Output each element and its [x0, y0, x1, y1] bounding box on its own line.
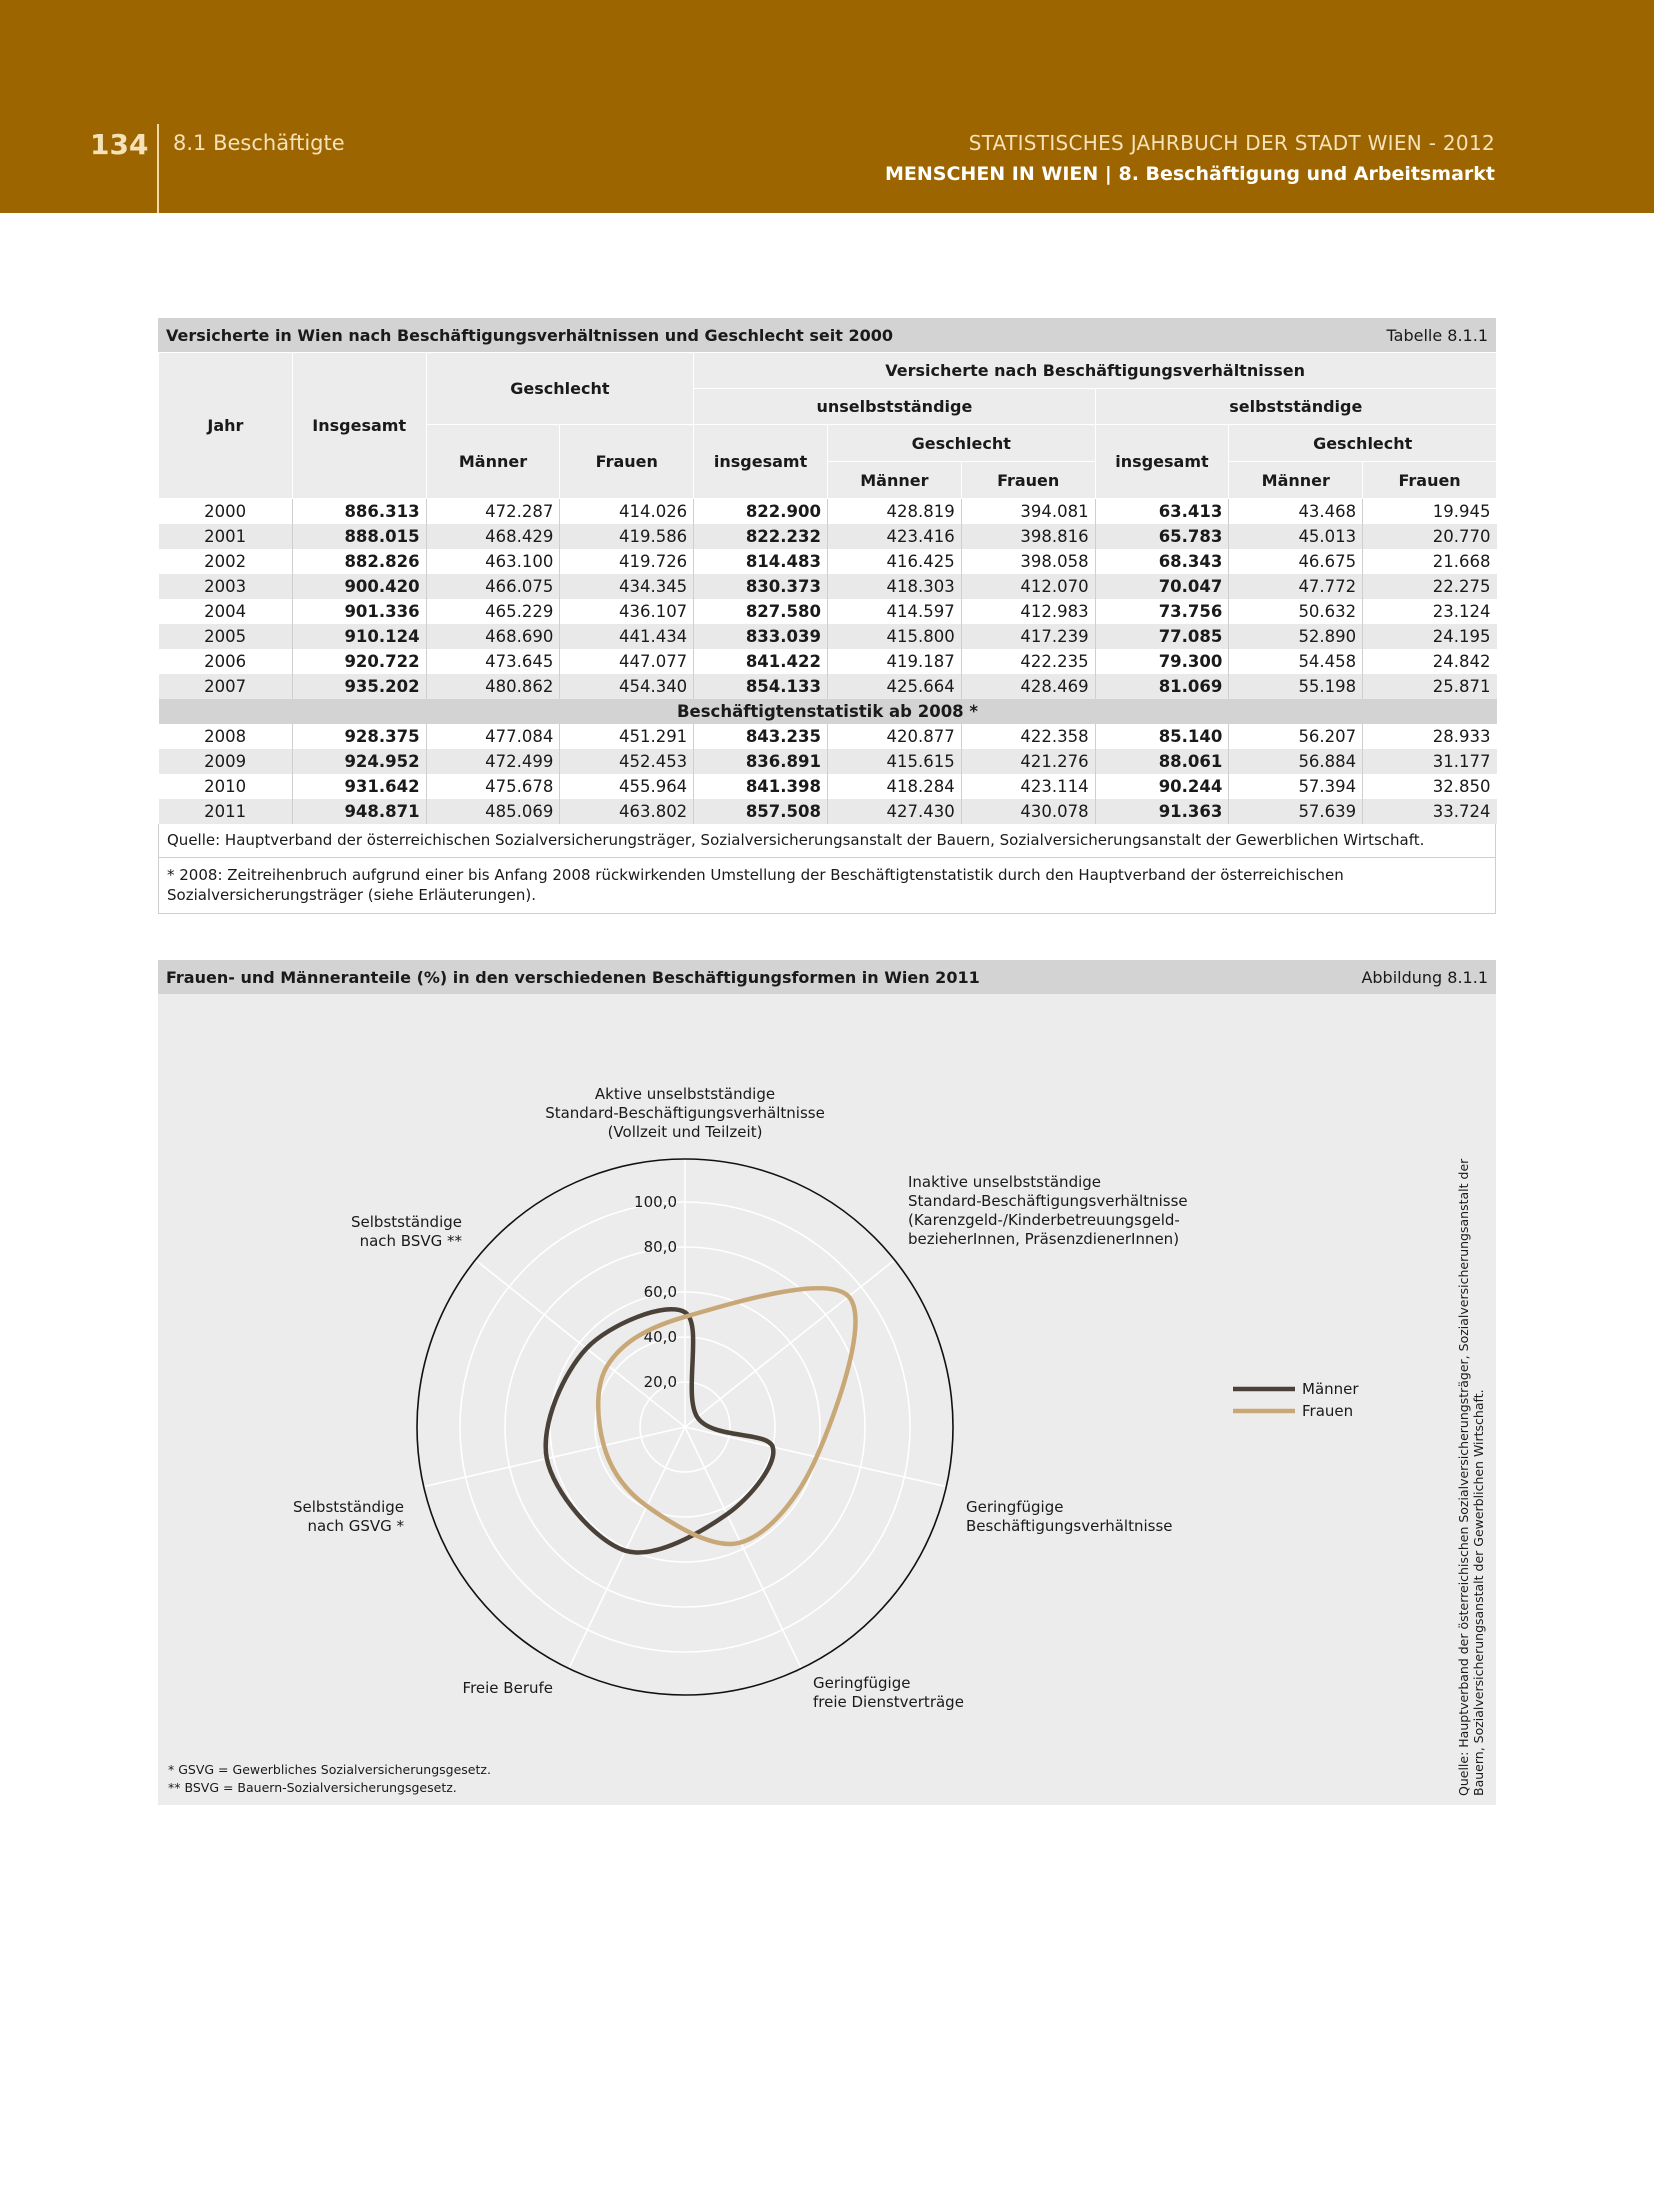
- table-cell: 463.100: [426, 549, 560, 574]
- table-cell: 416.425: [827, 549, 961, 574]
- table-row: [159, 724, 1497, 749]
- figure-8-1-1: [158, 960, 1496, 1805]
- table-cell: 90.244: [1095, 774, 1229, 799]
- table-cell: 25.871: [1363, 674, 1497, 699]
- figure-footnote-gsvg: * GSVG = Gewerbliches Sozialversicherungsgesetz.: [168, 1762, 491, 1777]
- table-cell: 931.642: [292, 774, 426, 799]
- radar-axis-label-line: (Vollzeit und Teilzeit): [607, 1123, 763, 1141]
- table-cell: 63.413: [1095, 499, 1229, 525]
- table-cell: 65.783: [1095, 524, 1229, 549]
- table-cell: 475.678: [426, 774, 560, 799]
- table-cell: 888.015: [292, 524, 426, 549]
- table-cell: 85.140: [1095, 724, 1229, 749]
- table-cell: 2010: [159, 774, 293, 799]
- table-cell: 447.077: [560, 649, 694, 674]
- col-header-geschlecht: Geschlecht: [426, 353, 694, 425]
- table-cell: 423.114: [961, 774, 1095, 799]
- table-cell: 56.207: [1229, 724, 1363, 749]
- table-cell: 814.483: [694, 549, 828, 574]
- table-cell: 455.964: [560, 774, 694, 799]
- table-cell: 900.420: [292, 574, 426, 599]
- radar-axis-label: [463, 1679, 553, 1697]
- table-cell: 843.235: [694, 724, 828, 749]
- table-cell: 480.862: [426, 674, 560, 699]
- table-cell: 28.933: [1432, 727, 1491, 746]
- table-row: [159, 574, 1497, 599]
- table-cell: 485.069: [426, 799, 560, 824]
- radar-tick-label: 20,0: [643, 1373, 677, 1391]
- radar-axis-label-line: Geringfügige: [813, 1674, 911, 1692]
- figure-label: Abbildung 8.1.1: [1361, 967, 1488, 987]
- page-header: [0, 0, 1654, 213]
- radar-tick-label: 100,0: [634, 1193, 677, 1211]
- table-cell: 427.430: [827, 799, 961, 824]
- legend-label-maenner: Männer: [1302, 1380, 1359, 1398]
- col-header-jahr: Jahr: [159, 353, 293, 499]
- table-cell: 2004: [159, 599, 293, 624]
- radar-axis-label-line: Standard-Beschäftigungsverhältnisse: [908, 1192, 1188, 1210]
- table-row: [159, 549, 1497, 574]
- table-cell: 434.345: [560, 574, 694, 599]
- col-header-selbst-maenner: Männer: [1229, 462, 1363, 499]
- radar-spoke: [685, 1427, 801, 1668]
- table-cell: 2008: [159, 724, 293, 749]
- table-cell: 55.198: [1229, 674, 1363, 699]
- table-cell: 419.726: [560, 549, 694, 574]
- table-row: [159, 649, 1497, 674]
- table-cell: 910.124: [292, 624, 426, 649]
- series-line-frauen: [598, 1288, 855, 1544]
- table-cell: 833.039: [694, 624, 828, 649]
- col-header-unselbst-insgesamt: insgesamt: [694, 425, 828, 499]
- table-cell: 468.690: [426, 624, 560, 649]
- table-cell: 45.013: [1229, 524, 1363, 549]
- table-row: [159, 624, 1497, 649]
- table-cell: 477.084: [426, 724, 560, 749]
- table-cell: 2005: [159, 624, 293, 649]
- table-cell: 882.826: [292, 549, 426, 574]
- table-footnote: * 2008: Zeitreihenbruch aufgrund einer bis Anfang 2008 rückwirkenden Umstellung der Beschäftigtenstatistik durch den Hauptverband der österreichischen Sozialversicherungsträger (siehe Erläuterungen).: [167, 866, 1344, 904]
- table-cell: 56.884: [1229, 749, 1363, 774]
- radar-axis-label-line: Selbstständige: [351, 1213, 462, 1231]
- col-header-selbst: selbstständige: [1095, 389, 1496, 425]
- radar-tick-label: 40,0: [643, 1328, 677, 1346]
- col-header-maenner: Männer: [426, 425, 560, 499]
- table-cell: 23.124: [1432, 602, 1491, 621]
- col-header-unselbst-frauen: Frauen: [961, 462, 1095, 499]
- table-cell: 472.499: [426, 749, 560, 774]
- table-label: Tabelle 8.1.1: [1386, 325, 1488, 345]
- table-cell: 91.363: [1095, 799, 1229, 824]
- table-cell: 398.058: [961, 549, 1095, 574]
- table-cell: 19.945: [1432, 502, 1491, 521]
- table-cell: 836.891: [694, 749, 828, 774]
- table-cell: 77.085: [1095, 624, 1229, 649]
- table-cell: 425.664: [827, 674, 961, 699]
- col-header-unselbst-geschlecht: Geschlecht: [827, 425, 1095, 462]
- table-cell: 68.343: [1095, 549, 1229, 574]
- table-cell: 454.340: [560, 674, 694, 699]
- table-cell: 857.508: [694, 799, 828, 824]
- table-row: [159, 799, 1497, 824]
- table-cell: 24.842: [1432, 652, 1491, 671]
- col-header-versicherte: Versicherte nach Beschäftigungsverhältnissen: [694, 353, 1497, 389]
- figure-source: Quelle: Hauptverband der österreichischen Sozialversicherungsträger, Sozialversicherungsanstalt der Bauern, Sozialversicherungsanstalt der Gewerblichen Wirtschaft.: [1456, 1158, 1486, 1796]
- table-cell: 428.819: [827, 499, 961, 525]
- yearbook-title: STATISTISCHES JAHRBUCH DER STADT WIEN - 2012: [968, 131, 1495, 155]
- table-cell: 428.469: [961, 674, 1095, 699]
- radar-tick-label: 60,0: [643, 1283, 677, 1301]
- table-cell: 436.107: [560, 599, 694, 624]
- table-cell: 32.850: [1432, 777, 1491, 796]
- table-row: [159, 499, 1497, 525]
- table-cell: 418.303: [827, 574, 961, 599]
- table-cell: 417.239: [961, 624, 1095, 649]
- radar-axis-label: [966, 1498, 1173, 1535]
- table-cell: 463.802: [560, 799, 694, 824]
- table-cell: 901.336: [292, 599, 426, 624]
- table-cell: 418.284: [827, 774, 961, 799]
- table-cell: 920.722: [292, 649, 426, 674]
- radar-axis-label-line: bezieherInnen, PräsenzdienerInnen): [908, 1230, 1180, 1248]
- table-cell: 20.770: [1363, 524, 1497, 549]
- col-header-insgesamt: Insgesamt: [292, 353, 426, 499]
- table-cell: 928.375: [292, 724, 426, 749]
- radar-axis-label-line: (Karenzgeld-/Kinderbetreuungsgeld-: [908, 1211, 1180, 1229]
- table-cell: 43.468: [1229, 499, 1363, 525]
- table-cell: 423.416: [827, 524, 961, 549]
- table-cell: 420.877: [827, 724, 961, 749]
- table-cell: 422.235: [961, 649, 1095, 674]
- table-cell: 31.177: [1363, 749, 1497, 774]
- table-cell: 54.458: [1229, 649, 1363, 674]
- table-cell: 2009: [159, 749, 293, 774]
- col-header-selbst-geschlecht: Geschlecht: [1229, 425, 1497, 462]
- table-cell: 2011: [159, 799, 293, 824]
- table-cell: 924.952: [292, 749, 426, 774]
- table-source: Quelle: Hauptverband der österreichischen Sozialversicherungsträger, Sozialversicherungsanstalt der Bauern, Sozialversicherungsanstalt der Gewerblichen Wirtschaft.: [159, 824, 1495, 858]
- table-cell: 854.133: [694, 674, 828, 699]
- col-header-selbst-frauen: Frauen: [1363, 462, 1497, 499]
- table-separator-row: [159, 699, 1497, 724]
- radar-axis-label-line: Beschäftigungsverhältnisse: [966, 1517, 1173, 1535]
- table-cell: 70.047: [1095, 574, 1229, 599]
- radar-axis-label-line: nach BSVG **: [359, 1232, 462, 1250]
- radar-axis-label: [545, 1085, 825, 1141]
- header-divider: [157, 124, 159, 213]
- radar-axis-label-line: Geringfügige: [966, 1498, 1064, 1516]
- col-header-selbst-insgesamt: insgesamt: [1095, 425, 1229, 499]
- table-cell: 415.800: [827, 624, 961, 649]
- table-cell: 33.724: [1363, 799, 1497, 824]
- col-header-unselbst-maenner: Männer: [827, 462, 961, 499]
- table-cell: 2006: [159, 649, 293, 674]
- table-8-1-1: [158, 318, 1496, 914]
- legend-label-frauen: Frauen: [1302, 1402, 1354, 1420]
- table-cell: 81.069: [1095, 674, 1229, 699]
- table-cell: 73.756: [1095, 599, 1229, 624]
- table-cell: 948.871: [292, 799, 426, 824]
- radar-axis-label-line: Standard-Beschäftigungsverhältnisse: [545, 1104, 825, 1122]
- table-cell: 2000: [159, 499, 293, 525]
- table-cell: 841.398: [694, 774, 828, 799]
- radar-chart: [158, 960, 1496, 1805]
- table-cell: 822.900: [694, 499, 828, 525]
- table-cell: 79.300: [1095, 649, 1229, 674]
- table-cell: 422.358: [961, 724, 1095, 749]
- table-cell: 827.580: [694, 599, 828, 624]
- table-cell: 2002: [159, 549, 293, 574]
- table-cell: 441.434: [560, 624, 694, 649]
- table-body: [159, 499, 1497, 825]
- table-title-bar: [158, 318, 1496, 352]
- radar-axis-label-line: freie Dienstverträge: [813, 1693, 964, 1711]
- table-cell: 414.026: [560, 499, 694, 525]
- table-cell: 21.668: [1432, 552, 1491, 571]
- table-cell: 22.275: [1363, 574, 1497, 599]
- table-cell: 57.394: [1229, 774, 1363, 799]
- table-cell: 2001: [159, 524, 293, 549]
- table-cell: 822.232: [694, 524, 828, 549]
- table-title: Versicherte in Wien nach Beschäftigungsverhältnissen und Geschlecht seit 2000: [166, 325, 893, 345]
- table-cell: 468.429: [426, 524, 560, 549]
- table-cell: 841.422: [694, 649, 828, 674]
- table-cell: 473.645: [426, 649, 560, 674]
- table-separator-label: Beschäftigtenstatistik ab 2008 *: [159, 699, 1497, 724]
- table-cell: 398.816: [961, 524, 1095, 549]
- table-cell: 414.597: [827, 599, 961, 624]
- table-notes: [158, 824, 1496, 914]
- radar-axis-label: [351, 1213, 462, 1250]
- radar-axis-label-line: Aktive unselbstständige: [594, 1085, 776, 1103]
- section-title: 8.1 Beschäftigte: [173, 131, 345, 155]
- table-row: [159, 749, 1497, 774]
- radar-axis-label-line: Freie Berufe: [462, 1679, 553, 1697]
- table-cell: 421.276: [961, 749, 1095, 774]
- table-cell: 830.373: [694, 574, 828, 599]
- col-header-frauen: Frauen: [560, 425, 694, 499]
- table-cell: 466.075: [426, 574, 560, 599]
- radar-tick-label: 80,0: [643, 1238, 677, 1256]
- table-cell: 472.287: [426, 499, 560, 525]
- table-cell: 935.202: [292, 674, 426, 699]
- table-cell: 57.639: [1229, 799, 1363, 824]
- radar-axis-label-line: Inaktive unselbstständige: [908, 1173, 1102, 1191]
- table-cell: 452.453: [560, 749, 694, 774]
- table-cell: 419.586: [560, 524, 694, 549]
- data-table: [158, 352, 1497, 824]
- table-cell: 52.890: [1229, 624, 1363, 649]
- table-cell: 419.187: [827, 649, 961, 674]
- table-cell: 46.675: [1229, 549, 1363, 574]
- table-cell: 451.291: [560, 724, 694, 749]
- table-cell: 2007: [159, 674, 293, 699]
- table-cell: 2003: [159, 574, 293, 599]
- radar-axis-label-line: nach GSVG *: [307, 1517, 404, 1535]
- radar-axis-label: [293, 1498, 404, 1535]
- table-row: [159, 524, 1497, 549]
- table-cell: 50.632: [1229, 599, 1363, 624]
- table-row: [159, 599, 1497, 624]
- table-row: [159, 774, 1497, 799]
- table-cell: 24.195: [1363, 624, 1497, 649]
- radar-axis-label: [813, 1674, 964, 1711]
- figure-footnote-bsvg: ** BSVG = Bauern-Sozialversicherungsgesetz.: [168, 1780, 457, 1795]
- chapter-title: MENSCHEN IN WIEN | 8. Beschäftigung und Arbeitsmarkt: [885, 163, 1495, 185]
- table-cell: 415.615: [827, 749, 961, 774]
- table-cell: 394.081: [961, 499, 1095, 525]
- table-row: [159, 674, 1497, 699]
- radar-axis-label-line: Selbstständige: [293, 1498, 404, 1516]
- table-cell: 412.070: [961, 574, 1095, 599]
- table-cell: 430.078: [961, 799, 1095, 824]
- table-cell: 412.983: [961, 599, 1095, 624]
- table-cell: 886.313: [292, 499, 426, 525]
- table-cell: 465.229: [426, 599, 560, 624]
- table-cell: 47.772: [1229, 574, 1363, 599]
- page-number: 134: [90, 128, 149, 161]
- table-cell: 88.061: [1095, 749, 1229, 774]
- radar-axis-label: [908, 1173, 1188, 1248]
- figure-title: Frauen- und Männeranteile (%) in den verschiedenen Beschäftigungsformen in Wien 2011: [166, 967, 980, 987]
- col-header-unselbst: unselbstständige: [694, 389, 1095, 425]
